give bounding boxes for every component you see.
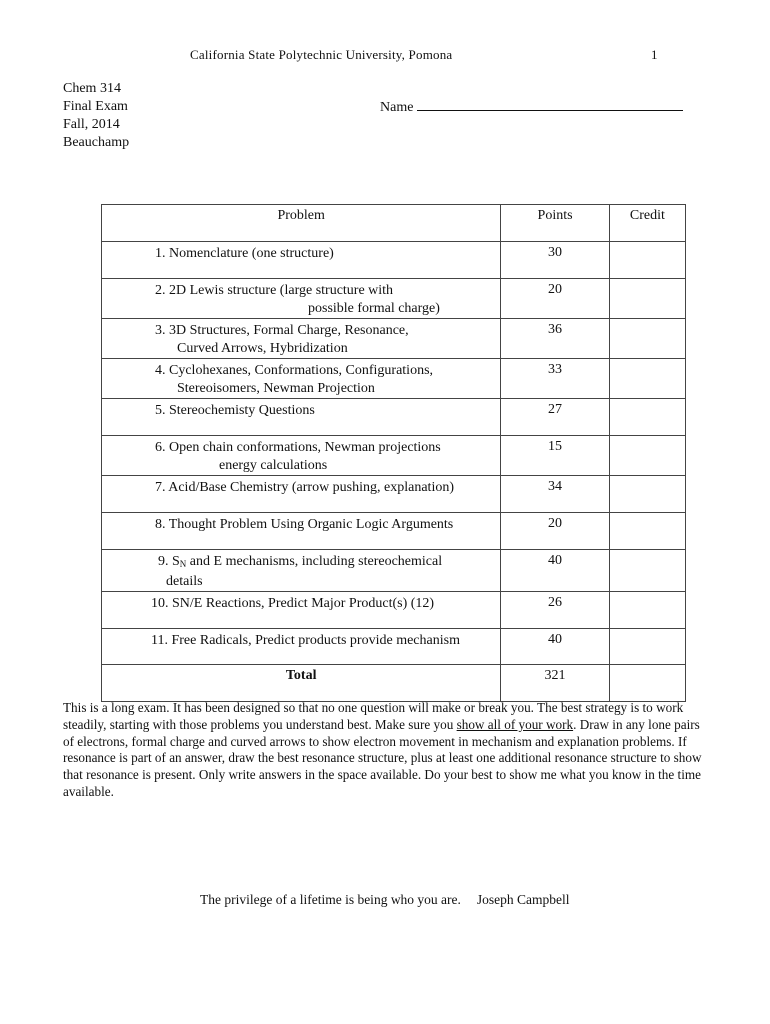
term: Fall, 2014 (63, 117, 120, 132)
table-row (102, 359, 686, 399)
credit-cell[interactable] (609, 513, 685, 550)
credit-cell[interactable] (609, 279, 685, 319)
table-row (102, 399, 686, 436)
points-cell: 15 (501, 436, 609, 476)
problem-cell: 8. Thought Problem Using Organic Logic Arguments (102, 513, 501, 550)
quote-text: The privilege of a lifetime is being who you are. (200, 892, 461, 907)
table-row (102, 319, 686, 359)
page-number: 1 (651, 47, 658, 62)
credit-cell[interactable] (609, 242, 685, 279)
total-points: 321 (501, 665, 609, 702)
credit-cell[interactable] (609, 319, 685, 359)
problem-cell: 4. Cyclohexanes, Conformations, Configurations, Stereoisomers, Newman Projection (102, 359, 501, 399)
credit-cell[interactable] (609, 399, 685, 436)
credit-cell[interactable] (609, 550, 685, 592)
score-table (101, 204, 686, 702)
problem-cell: 7. Acid/Base Chemistry (arrow pushing, explanation) (102, 476, 501, 513)
total-row (102, 665, 686, 702)
exam-instructions: This is a long exam. It has been designed so that no one question will make or break you. The best strategy is to work steadily, starting with those problems you understand best. Make sure you show all of your work. Draw in any lone pairs of electrons, formal charge and curved arrows to show electron movement in mechanism and explanation problems. If resonance is part of an answer, draw the best resonance structure, plus at least one additional resonance structure to show that resonance is present. Only write answers in the space available. Do your best to show me what you know in the time available. (63, 700, 702, 799)
points-cell: 40 (501, 550, 609, 592)
name-label: Name (380, 100, 414, 115)
credit-cell[interactable] (609, 359, 685, 399)
instructor: Beauchamp (63, 135, 130, 150)
problem-cell: 5. Stereochemisty Questions (102, 399, 501, 436)
table-row (102, 592, 686, 629)
table-header-row (102, 205, 686, 242)
problem-cell: 1. Nomenclature (one structure) (102, 242, 501, 279)
header-points: Points (501, 205, 609, 242)
table-row (102, 550, 686, 592)
points-cell: 30 (501, 242, 609, 279)
course-info (63, 80, 129, 152)
credit-cell[interactable] (609, 436, 685, 476)
problem-cell: 2. 2D Lewis structure (large structure with possible formal charge) (102, 279, 501, 319)
problem-cell: 6. Open chain conformations, Newman projections energy calculations (102, 436, 501, 476)
points-cell: 34 (501, 476, 609, 513)
points-cell: 26 (501, 592, 609, 629)
problem-cell: 9. $S_N$ and E mechanisms, including stereochemical details (102, 550, 501, 592)
points-cell: 20 (501, 279, 609, 319)
total-label: Total (102, 665, 501, 702)
points-cell: 33 (501, 359, 609, 399)
emphasis-underlined: show all of your work (456, 716, 574, 732)
table-row (102, 279, 686, 319)
points-cell: 36 (501, 319, 609, 359)
course-code: Chem 314 (63, 81, 121, 96)
credit-cell[interactable] (609, 592, 685, 629)
table-row (102, 242, 686, 279)
credit-cell[interactable] (609, 476, 685, 513)
problem-cell: 10. SN/E Reactions, Predict Major Product(s) (12) (102, 592, 501, 629)
exam-type: Final Exam (63, 99, 128, 114)
problem-cell: 11. Free Radicals, Predict products provide mechanism (102, 629, 501, 665)
university-title: California State Polytechnic University, Pomona (190, 47, 453, 62)
table-row (102, 476, 686, 513)
name-field[interactable] (380, 98, 683, 116)
table-row (102, 436, 686, 476)
total-credit-cell[interactable] (609, 665, 685, 702)
problem-cell: 3. 3D Structures, Formal Charge, Resonance, Curved Arrows, Hybridization (102, 319, 501, 359)
closing-quote (200, 892, 570, 908)
quote-author: Joseph Campbell (476, 892, 570, 907)
header-problem: Problem (102, 205, 501, 242)
points-cell: 20 (501, 513, 609, 550)
name-blank-line[interactable] (417, 98, 683, 111)
points-cell: 27 (501, 399, 609, 436)
table-row (102, 513, 686, 550)
points-cell: 40 (501, 629, 609, 665)
table-row (102, 629, 686, 665)
header-credit: Credit (609, 205, 685, 242)
credit-cell[interactable] (609, 629, 685, 665)
